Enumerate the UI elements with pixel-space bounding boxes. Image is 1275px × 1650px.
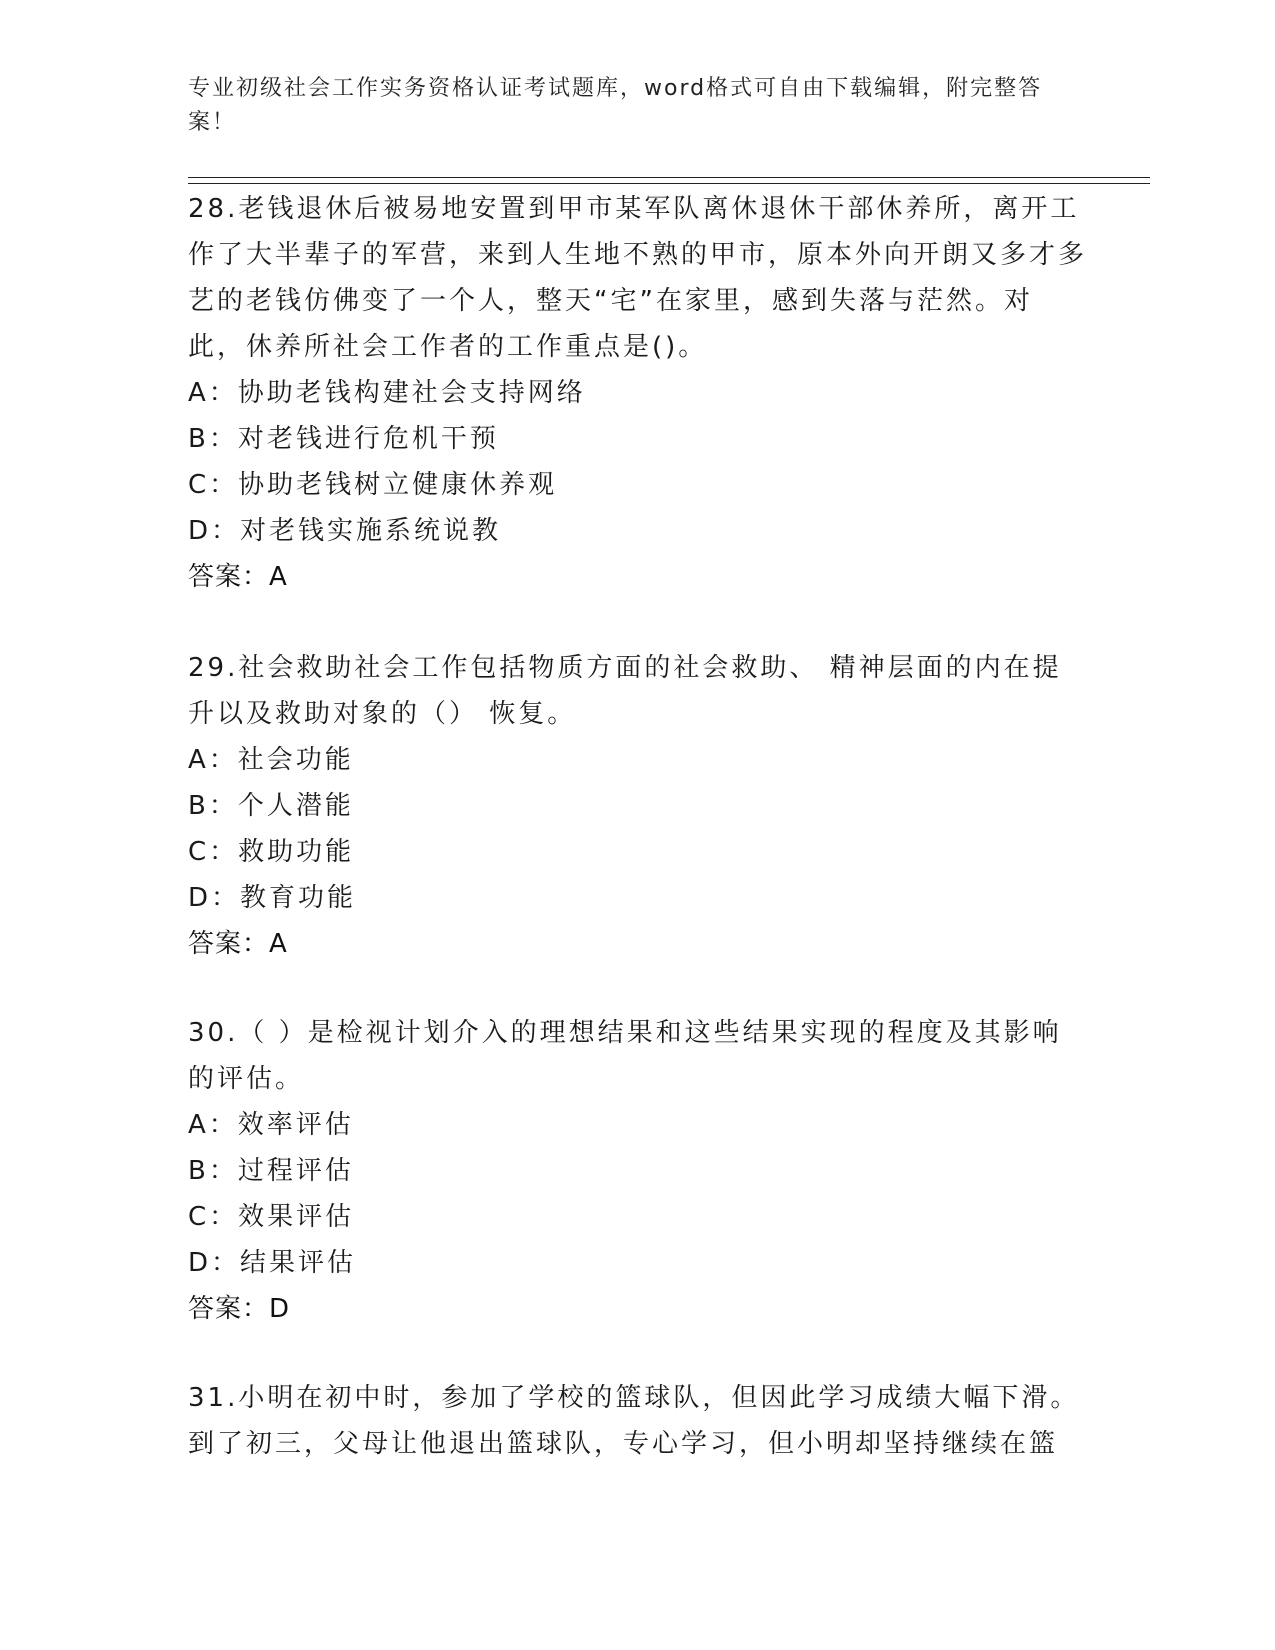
answer: 答案：D	[188, 1294, 291, 1324]
option-c: C：效果评估	[188, 1202, 355, 1232]
header-divider-bottom	[188, 183, 1150, 184]
question-28	[188, 186, 1088, 600]
question-stem: 31.小明在初中时，参加了学校的篮球队，但因此学习成绩大幅下滑。到了初三，父母让他退出篮球队，专心学习，但小明却坚持继续在篮	[188, 1383, 1080, 1459]
answer: 答案：A	[188, 562, 288, 592]
option-b: B：过程评估	[188, 1156, 354, 1186]
page-header: 专业初级社会工作实务资格认证考试题库，word格式可自由下载编辑，附完整答案！	[188, 76, 1043, 135]
question-stem: 28.老钱退休后被易地安置到甲市某军队离休退休干部休养所，离开工作了大半辈子的军营，来到人生地不熟的甲市，原本外向开朗又多才多艺的老钱仿佛变了一个人，整天“宅”在家里，感到失落与茫然。对此，休养所社会工作者的工作重点是()。	[188, 194, 1088, 362]
question-29	[188, 645, 1088, 967]
option-c: C：救助功能	[188, 837, 355, 867]
option-a: A：效率评估	[188, 1110, 354, 1140]
option-a: A：协助老钱构建社会支持网络	[188, 378, 586, 408]
question-31	[188, 1375, 1088, 1467]
option-a: A：社会功能	[188, 745, 354, 775]
option-b: B：个人潜能	[188, 791, 354, 821]
question-stem: 30.（ ）是检视计划介入的理想结果和这些结果实现的程度及其影响的评估。	[188, 1018, 1062, 1094]
option-b: B：对老钱进行危机干预	[188, 424, 499, 454]
question-stem: 29.社会救助社会工作包括物质方面的社会救助、 精神层面的内在提升以及救助对象的（） 恢复。	[188, 653, 1062, 729]
option-d: D：教育功能	[188, 883, 357, 913]
header-divider-top	[188, 177, 1150, 178]
option-c: C：协助老钱树立健康休养观	[188, 470, 558, 500]
question-30	[188, 1010, 1088, 1332]
answer: 答案：A	[188, 929, 288, 959]
option-d: D：对老钱实施系统说教	[188, 516, 502, 546]
option-d: D：结果评估	[188, 1248, 357, 1278]
